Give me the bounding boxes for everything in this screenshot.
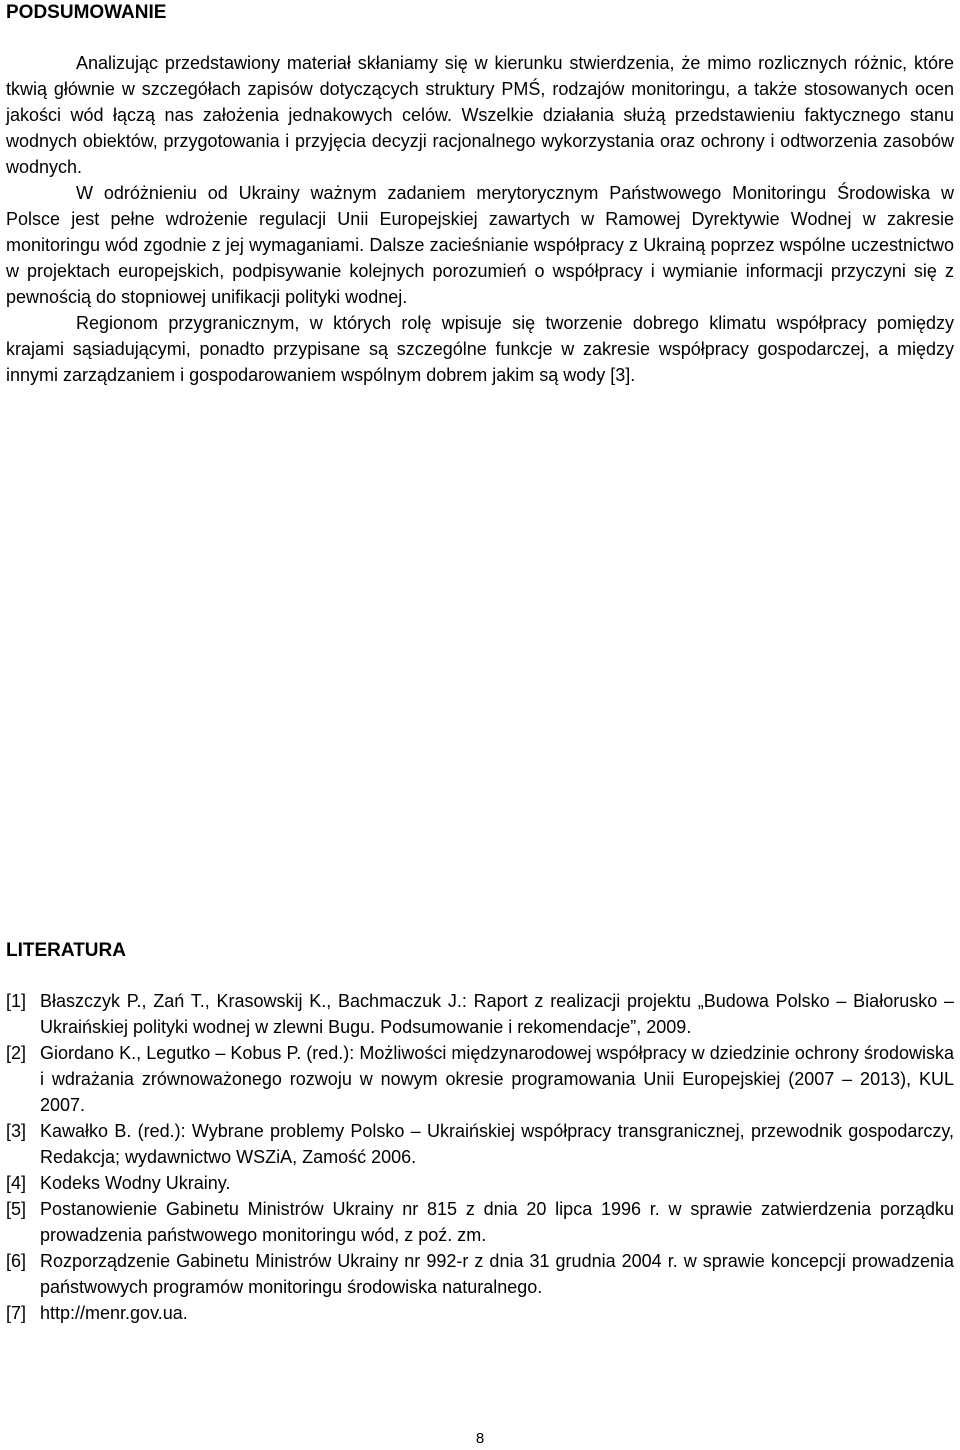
paragraph: W odróżnieniu od Ukrainy ważnym zadaniem merytorycznym Państwowego Monitoringu Środowiska w Polsce jest pełne wdrożenie regulacji Unii Europejskiej zawartych w Ramowej Dyrektywie Wodnej w zakresie monitoringu wód zgodnie z jej wymaganiami. Dalsze zacieśnianie współpracy z Ukrainą poprzez wspólne uczestnictwo w projektach europejskich, podpisywanie kolejnych porozumień o współpracy i wymianie informacji przyczyni się z pewnością do stopniowej unifikacji polityki wodnej. xyxy=(6,183,954,307)
reference-text: http://menr.gov.ua. xyxy=(40,1303,188,1323)
reference-number: [6] xyxy=(6,1251,27,1271)
reference-item xyxy=(6,1118,954,1170)
reference-item xyxy=(6,1196,954,1248)
paragraph: Regionom przygranicznym, w których rolę wpisuje się tworzenie dobrego klimatu współpracy pomiędzy krajami sąsiadującymi, ponadto przypisane są szczególne funkcje w zakresie współpracy gospodarczej, a między innymi zarządzaniem i gospodarowaniem wspólnym dobrem jakim są wody [3]. xyxy=(6,313,954,385)
reference-text: Kodeks Wodny Ukrainy. xyxy=(40,1173,231,1193)
reference-text: Rozporządzenie Gabinetu Ministrów Ukrainy nr 992-r z dnia 31 grudnia 2004 r. w sprawie koncepcji prowadzenia państwowych programów monitoringu środowiska naturalnego. xyxy=(40,1251,954,1297)
reference-item xyxy=(6,1300,954,1326)
reference-list xyxy=(6,988,954,1326)
section-heading-summary: PODSUMOWANIE xyxy=(6,2,167,23)
reference-number: [2] xyxy=(6,1043,27,1063)
reference-number: [7] xyxy=(6,1303,27,1323)
reference-text: Postanowienie Gabinetu Ministrów Ukrainy nr 815 z dnia 20 lipca 1996 r. w sprawie zatwierdzenia porządku prowadzenia państwowego monitoringu wód, z poź. zm. xyxy=(40,1199,954,1245)
reference-item xyxy=(6,988,954,1040)
paragraph: Analizując przedstawiony materiał skłaniamy się w kierunku stwierdzenia, że mimo rozlicznych różnic, które tkwią głównie w szczegółach zapisów dotyczących struktury PMŚ, rodzajów monitoringu, a także stosowanych ocen jakości wód łączą nas założenia jednakowych celów. Wszelkie działania służą przedstawieniu faktycznego stanu wodnych obiektów, przygotowania i przyjęcia decyzji racjonalnego wykorzystania oraz ochrony i odtworzenia zasobów wodnych. xyxy=(6,53,954,177)
summary-body xyxy=(6,50,954,388)
reference-number: [5] xyxy=(6,1199,27,1219)
reference-text: Błaszczyk P., Zań T., Krasowskij K., Bachmaczuk J.: Raport z realizacji projektu „Budowa Polsko – Białorusko – Ukraińskiej polityki wodnej w zlewni Bugu. Podsumowanie i rekomendacje”, 2009. xyxy=(40,991,954,1037)
reference-item xyxy=(6,1248,954,1300)
page-number: 8 xyxy=(475,1430,485,1447)
reference-item xyxy=(6,1040,954,1118)
reference-number: [4] xyxy=(6,1173,27,1193)
reference-item xyxy=(6,1170,954,1196)
reference-text: Kawałko B. (red.): Wybrane problemy Polsko – Ukraińskiej współpracy transgranicznej, przewodnik gospodarczy, Redakcja; wydawnictwo WSZiA, Zamość 2006. xyxy=(40,1121,954,1167)
section-heading-literature: LITERATURA xyxy=(6,940,126,961)
reference-number: [1] xyxy=(6,991,27,1011)
reference-text: Giordano K., Legutko – Kobus P. (red.): Możliwości międzynarodowej współpracy w dziedzinie ochrony środowiska i wdrażania zrównoważonego rozwoju w nowym okresie programowania Unii Europejskiej (2007 – 2013), KUL 2007. xyxy=(40,1043,954,1115)
reference-number: [3] xyxy=(6,1121,27,1141)
